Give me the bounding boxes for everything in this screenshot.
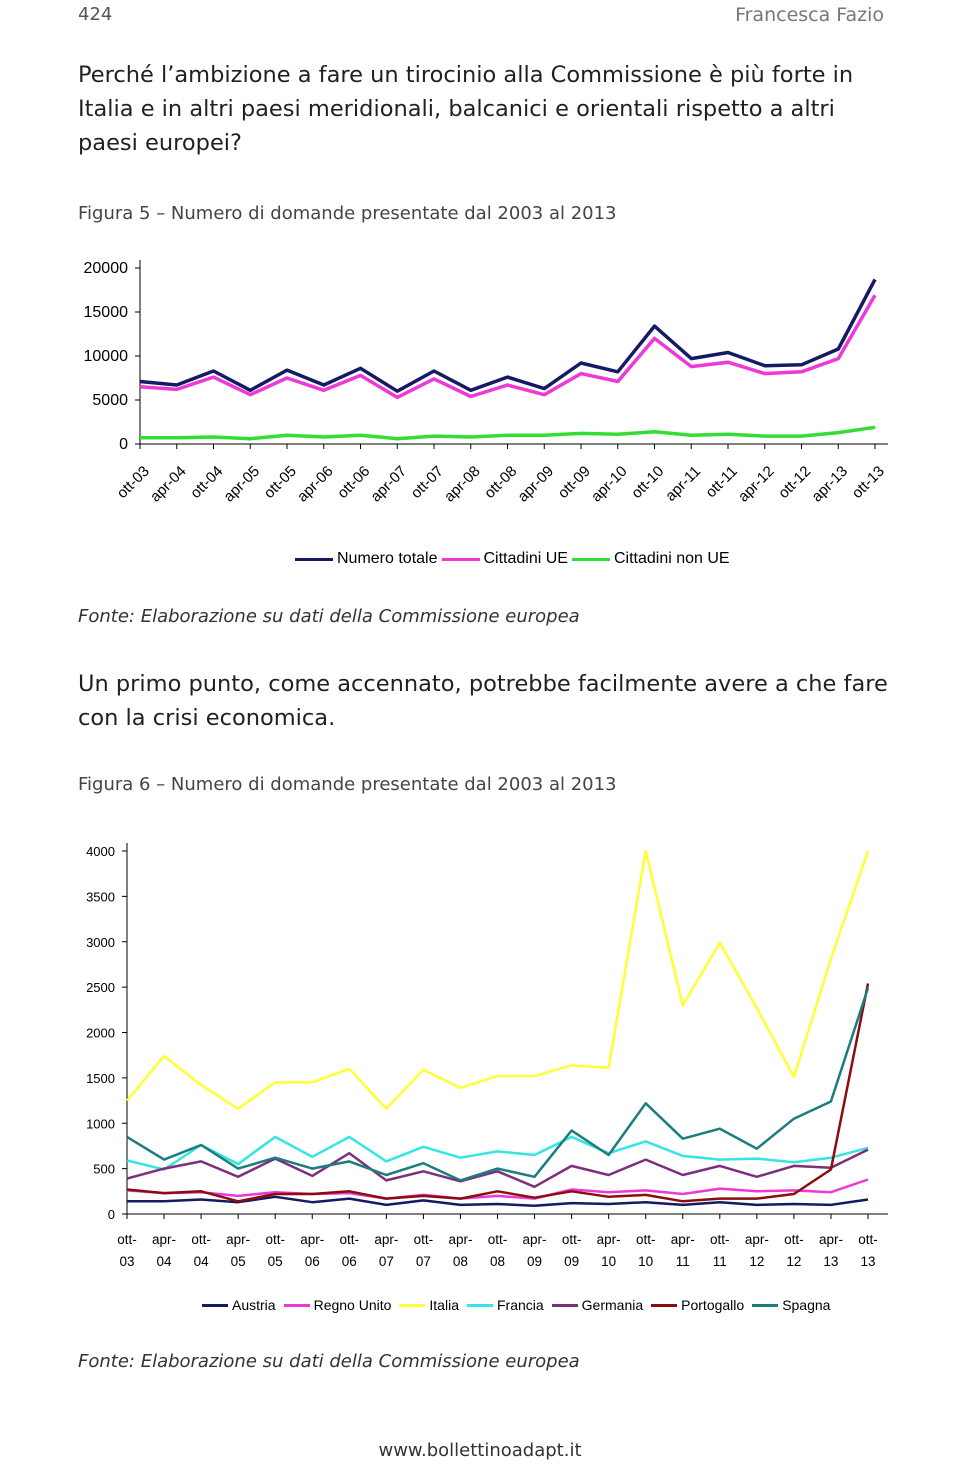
x-tick-label: ott-08 bbox=[481, 462, 521, 502]
x-tick-label: ott-13 bbox=[848, 462, 888, 502]
legend-swatch bbox=[284, 1304, 310, 1307]
x-tick-label: apr-12 bbox=[744, 1232, 769, 1269]
x-tick-label: ott-11 bbox=[710, 1232, 730, 1269]
x-tick-label: ott-07 bbox=[407, 462, 447, 502]
legend-swatch bbox=[552, 1304, 578, 1307]
x-tick-label: apr-06 bbox=[300, 1232, 325, 1269]
legend-swatch bbox=[202, 1304, 228, 1307]
y-tick-label: 2000 bbox=[86, 1025, 115, 1041]
y-tick-label: 500 bbox=[93, 1161, 115, 1177]
legend-label: Regno Unito bbox=[313, 1297, 392, 1313]
x-tick-label: ott-05 bbox=[260, 462, 300, 502]
legend-item-germania bbox=[552, 1297, 643, 1313]
x-tick-label: apr-07 bbox=[367, 462, 411, 506]
figure5-legend bbox=[295, 550, 734, 568]
y-tick-label: 4000 bbox=[86, 844, 115, 859]
legend-swatch bbox=[651, 1304, 677, 1307]
legend-item-regno-unito bbox=[284, 1297, 392, 1313]
figure6-line-chart bbox=[0, 820, 960, 1280]
legend-label: Cittadini UE bbox=[483, 550, 568, 567]
legend-label: Italia bbox=[429, 1297, 459, 1313]
y-tick-label: 20000 bbox=[83, 260, 128, 277]
x-tick-label: apr-10 bbox=[596, 1232, 621, 1269]
legend-label: Cittadini non UE bbox=[613, 550, 730, 567]
legend-item-cittadini-ue bbox=[442, 550, 568, 568]
paragraph-question: Perché l’ambizione a fare un tirocinio alla Commissione è più forte in Italia e in altri paesi meridionali, balcanici e orientali rispetto a altri paesi europei? bbox=[78, 62, 854, 156]
x-tick-label: ott-08 bbox=[487, 1232, 508, 1269]
footer-website: www.bollettinoadapt.it bbox=[378, 1440, 582, 1461]
legend-swatch bbox=[442, 558, 480, 561]
x-tick-label: apr-11 bbox=[662, 462, 705, 505]
x-tick-label: ott-10 bbox=[635, 1232, 656, 1269]
legend-swatch bbox=[752, 1304, 778, 1307]
legend-label: Francia bbox=[496, 1297, 544, 1313]
legend-swatch bbox=[399, 1304, 425, 1307]
x-tick-label: ott-13 bbox=[858, 1232, 878, 1269]
x-tick-label: ott-04 bbox=[191, 1232, 211, 1269]
x-tick-label: apr-05 bbox=[220, 462, 264, 506]
x-tick-label: ott-05 bbox=[265, 1232, 285, 1269]
series-line-cittadini-non-ue bbox=[140, 427, 875, 438]
series-line-francia bbox=[127, 1137, 868, 1170]
legend-item-spagna bbox=[752, 1297, 830, 1313]
figure6-source: Fonte: Elaborazione su dati della Commissione europea bbox=[78, 1351, 580, 1372]
y-tick-label: 1500 bbox=[86, 1070, 115, 1086]
y-tick-label: 5000 bbox=[92, 392, 128, 409]
x-tick-label: apr-04 bbox=[146, 462, 190, 506]
x-tick-label: ott-06 bbox=[334, 462, 374, 502]
x-tick-label: ott-09 bbox=[554, 462, 594, 502]
x-tick-label: ott-11 bbox=[702, 462, 741, 502]
x-tick-label: ott-03 bbox=[113, 462, 153, 502]
x-tick-label: apr-13 bbox=[808, 462, 852, 506]
x-tick-label: apr-13 bbox=[818, 1232, 843, 1269]
x-tick-label: ott-04 bbox=[187, 462, 227, 502]
y-tick-label: 0 bbox=[119, 436, 128, 453]
figure6-caption: Figura 6 – Numero di domande presentate dal 2003 al 2013 bbox=[78, 774, 617, 795]
x-tick-label: ott-12 bbox=[775, 462, 815, 502]
legend-label: Austria bbox=[232, 1297, 276, 1313]
x-tick-label: ott-06 bbox=[339, 1232, 360, 1269]
y-tick-label: 0 bbox=[107, 1207, 115, 1222]
y-tick-label: 15000 bbox=[83, 304, 128, 321]
legend-label: Numero totale bbox=[337, 550, 438, 567]
x-tick-label: ott-10 bbox=[628, 462, 668, 502]
figure6-legend bbox=[202, 1297, 838, 1313]
series-line-regno-unito bbox=[127, 1180, 868, 1199]
x-tick-label: apr-09 bbox=[522, 1232, 547, 1269]
y-tick-label: 3000 bbox=[86, 934, 115, 950]
y-tick-label: 10000 bbox=[83, 348, 128, 365]
x-tick-label: ott-12 bbox=[784, 1232, 804, 1269]
x-tick-label: apr-09 bbox=[514, 462, 558, 506]
legend-item-italia bbox=[399, 1297, 459, 1313]
legend-swatch bbox=[572, 558, 610, 561]
x-tick-label: apr-05 bbox=[226, 1232, 251, 1269]
x-tick-label: apr-11 bbox=[670, 1232, 695, 1269]
legend-item-cittadini-non-ue bbox=[572, 550, 730, 568]
x-tick-label: apr-04 bbox=[152, 1232, 177, 1269]
legend-item-austria bbox=[202, 1297, 276, 1313]
x-tick-label: ott-07 bbox=[413, 1232, 434, 1269]
figure5-caption: Figura 5 – Numero di domande presentate dal 2003 al 2013 bbox=[78, 203, 617, 224]
x-tick-label: apr-06 bbox=[293, 462, 337, 506]
x-tick-label: apr-08 bbox=[448, 1232, 473, 1269]
running-head-author: Francesca Fazio bbox=[735, 4, 884, 26]
figure5-source: Fonte: Elaborazione su dati della Commissione europea bbox=[78, 606, 580, 627]
legend-item-francia bbox=[467, 1297, 544, 1313]
legend-label: Portogallo bbox=[681, 1297, 745, 1313]
y-tick-label: 3500 bbox=[86, 889, 115, 905]
x-tick-label: ott-03 bbox=[117, 1232, 137, 1269]
legend-swatch bbox=[467, 1304, 493, 1307]
legend-label: Germania bbox=[581, 1297, 644, 1313]
x-tick-label: apr-07 bbox=[374, 1232, 399, 1269]
y-tick-label: 2500 bbox=[86, 980, 115, 996]
x-tick-label: apr-12 bbox=[734, 462, 778, 506]
x-tick-label: apr-08 bbox=[440, 462, 484, 506]
page-number: 424 bbox=[78, 4, 113, 25]
x-tick-label: ott-09 bbox=[561, 1232, 582, 1269]
y-tick-label: 1000 bbox=[86, 1116, 115, 1132]
paragraph-crisis: Un primo punto, come accennato, potrebbe facilmente avere a che fare con la crisi economica. bbox=[78, 671, 888, 731]
legend-item-numero-totale bbox=[295, 550, 438, 568]
series-line-cittadini-ue bbox=[140, 295, 875, 397]
x-tick-label: apr-10 bbox=[587, 462, 631, 506]
legend-label: Spagna bbox=[782, 1297, 831, 1313]
legend-item-portogallo bbox=[651, 1297, 744, 1313]
figure5-line-chart bbox=[0, 250, 960, 550]
legend-swatch bbox=[295, 558, 333, 561]
series-line-italia bbox=[127, 851, 868, 1109]
